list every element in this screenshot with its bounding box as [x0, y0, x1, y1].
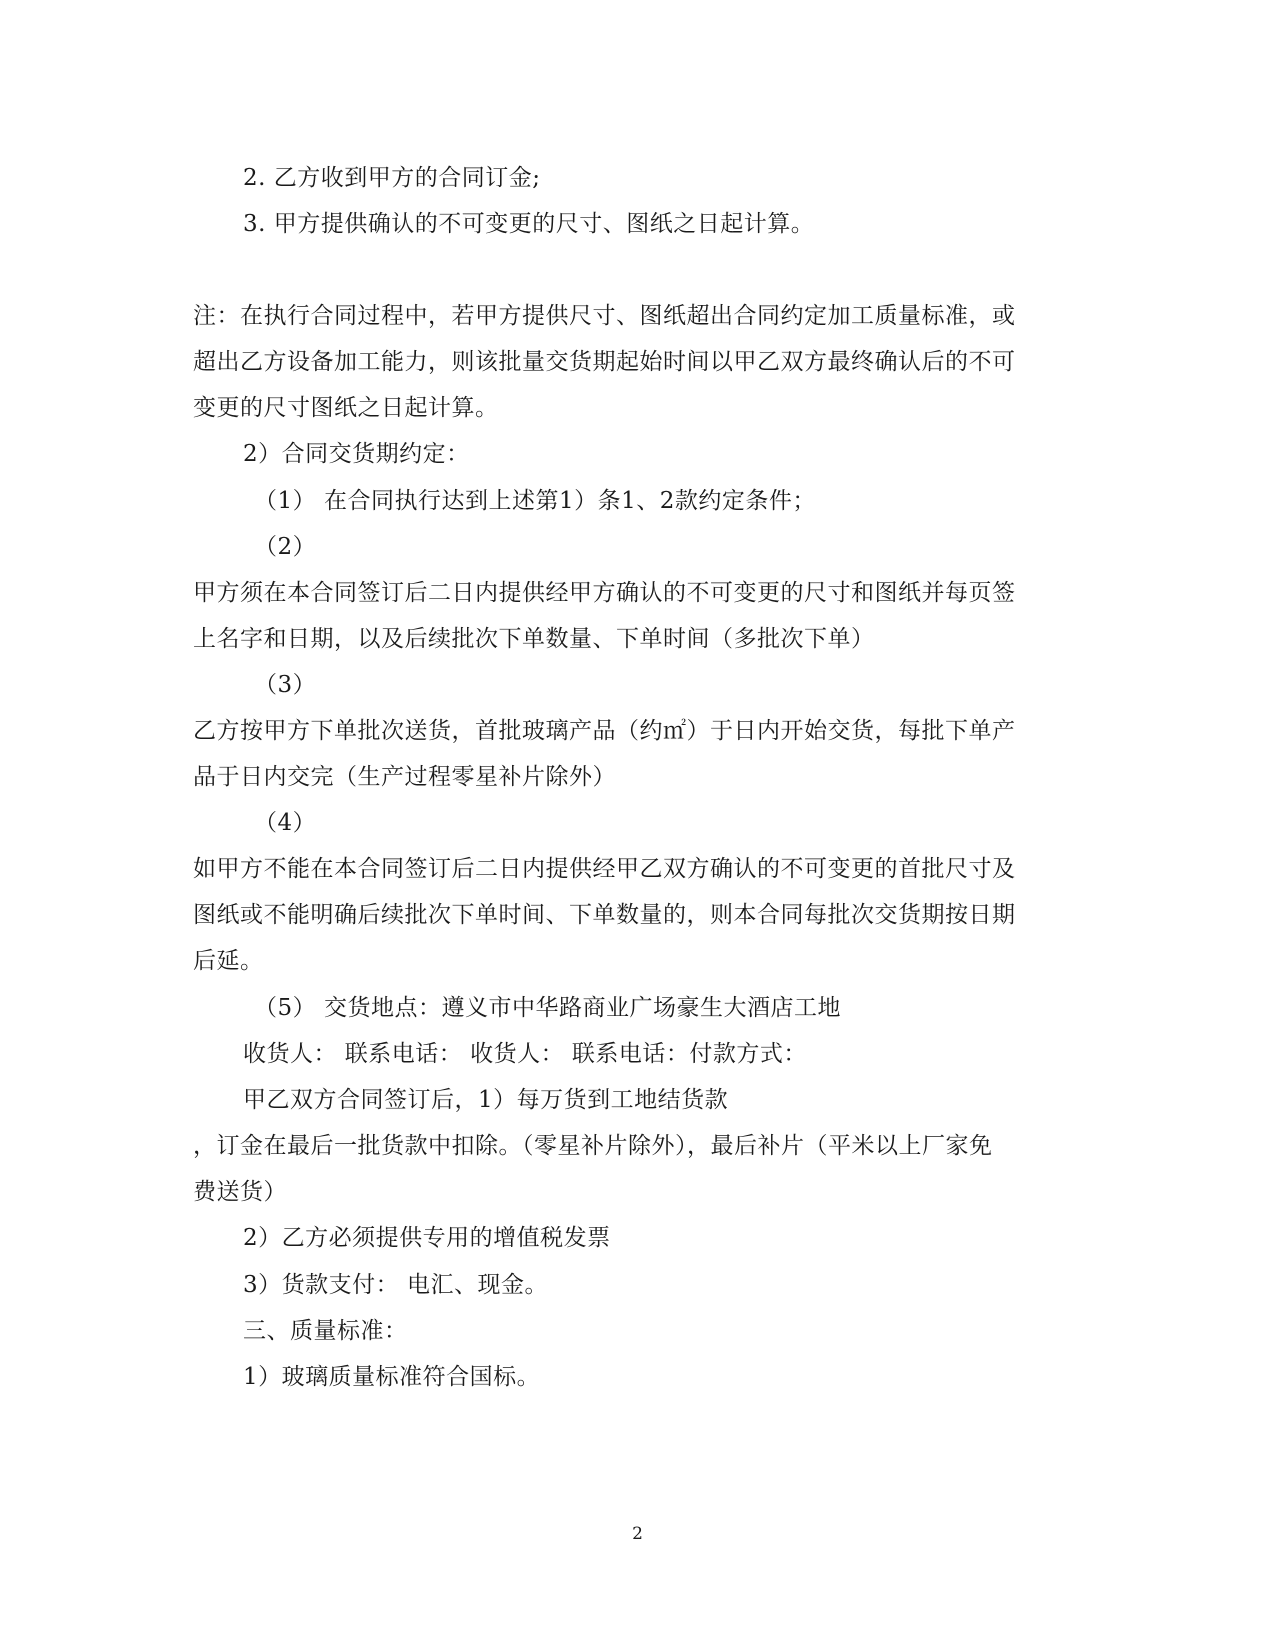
- text-line: （1） 在合同执行达到上述第1）条1、2款约定条件；: [254, 488, 816, 514]
- section-heading: 三、质量标准：: [243, 1318, 408, 1344]
- text-line: 乙方按甲方下单批次送货，首批玻璃产品（约㎡）于日内开始交货，每批下单产: [193, 718, 1016, 744]
- text-line: 图纸或不能明确后续批次下单时间、下单数量的，则本合同每批次交货期按日期: [193, 902, 1016, 928]
- text-line: 甲乙双方合同签订后，1）每万货到工地结货款: [243, 1087, 729, 1113]
- page-number: 2: [632, 1524, 643, 1544]
- text-line: 甲方须在本合同签订后二日内提供经甲方确认的不可变更的尺寸和图纸并每页签: [193, 580, 1016, 606]
- text-line: 收货人： 联系电话： 收货人： 联系电话：付款方式：: [243, 1041, 807, 1067]
- text-line: 注：在执行合同过程中，若甲方提供尺寸、图纸超出合同约定加工质量标准，或: [193, 303, 1016, 329]
- text-line: （3）: [254, 672, 317, 698]
- text-line: （5） 交货地点：遵义市中华路商业广场豪生大酒店工地: [254, 995, 841, 1021]
- text-line: 2）合同交货期约定：: [243, 441, 470, 467]
- text-line: 2）乙方必须提供专用的增值税发票: [243, 1225, 611, 1251]
- text-line: 费送货）: [193, 1179, 287, 1205]
- text-line: 后延。: [193, 948, 264, 974]
- text-line: 上名字和日期，以及后续批次下单数量、下单时间（多批次下单）: [193, 626, 875, 652]
- text-line: 1）玻璃质量标准符合国标。: [243, 1364, 541, 1390]
- text-line: 变更的尺寸图纸之日起计算。: [193, 395, 499, 421]
- text-line: 3. 甲方提供确认的不可变更的尺寸、图纸之日起计算。: [243, 211, 815, 237]
- text-line: （4）: [254, 810, 317, 836]
- text-line: ，订金在最后一批货款中扣除。（零星补片除外），最后补片（平米以上厂家免: [193, 1133, 993, 1159]
- text-line: 超出乙方设备加工能力，则该批量交货期起始时间以甲乙双方最终确认后的不可: [193, 349, 1016, 375]
- text-line: 品于日内交完（生产过程零星补片除外）: [193, 764, 616, 790]
- text-line: （2）: [254, 534, 317, 560]
- text-line: 3）货款支付： 电汇、现金。: [243, 1272, 548, 1298]
- text-line: 2. 乙方收到甲方的合同订金;: [243, 165, 541, 191]
- text-line: 如甲方不能在本合同签订后二日内提供经甲乙双方确认的不可变更的首批尺寸及: [193, 856, 1016, 882]
